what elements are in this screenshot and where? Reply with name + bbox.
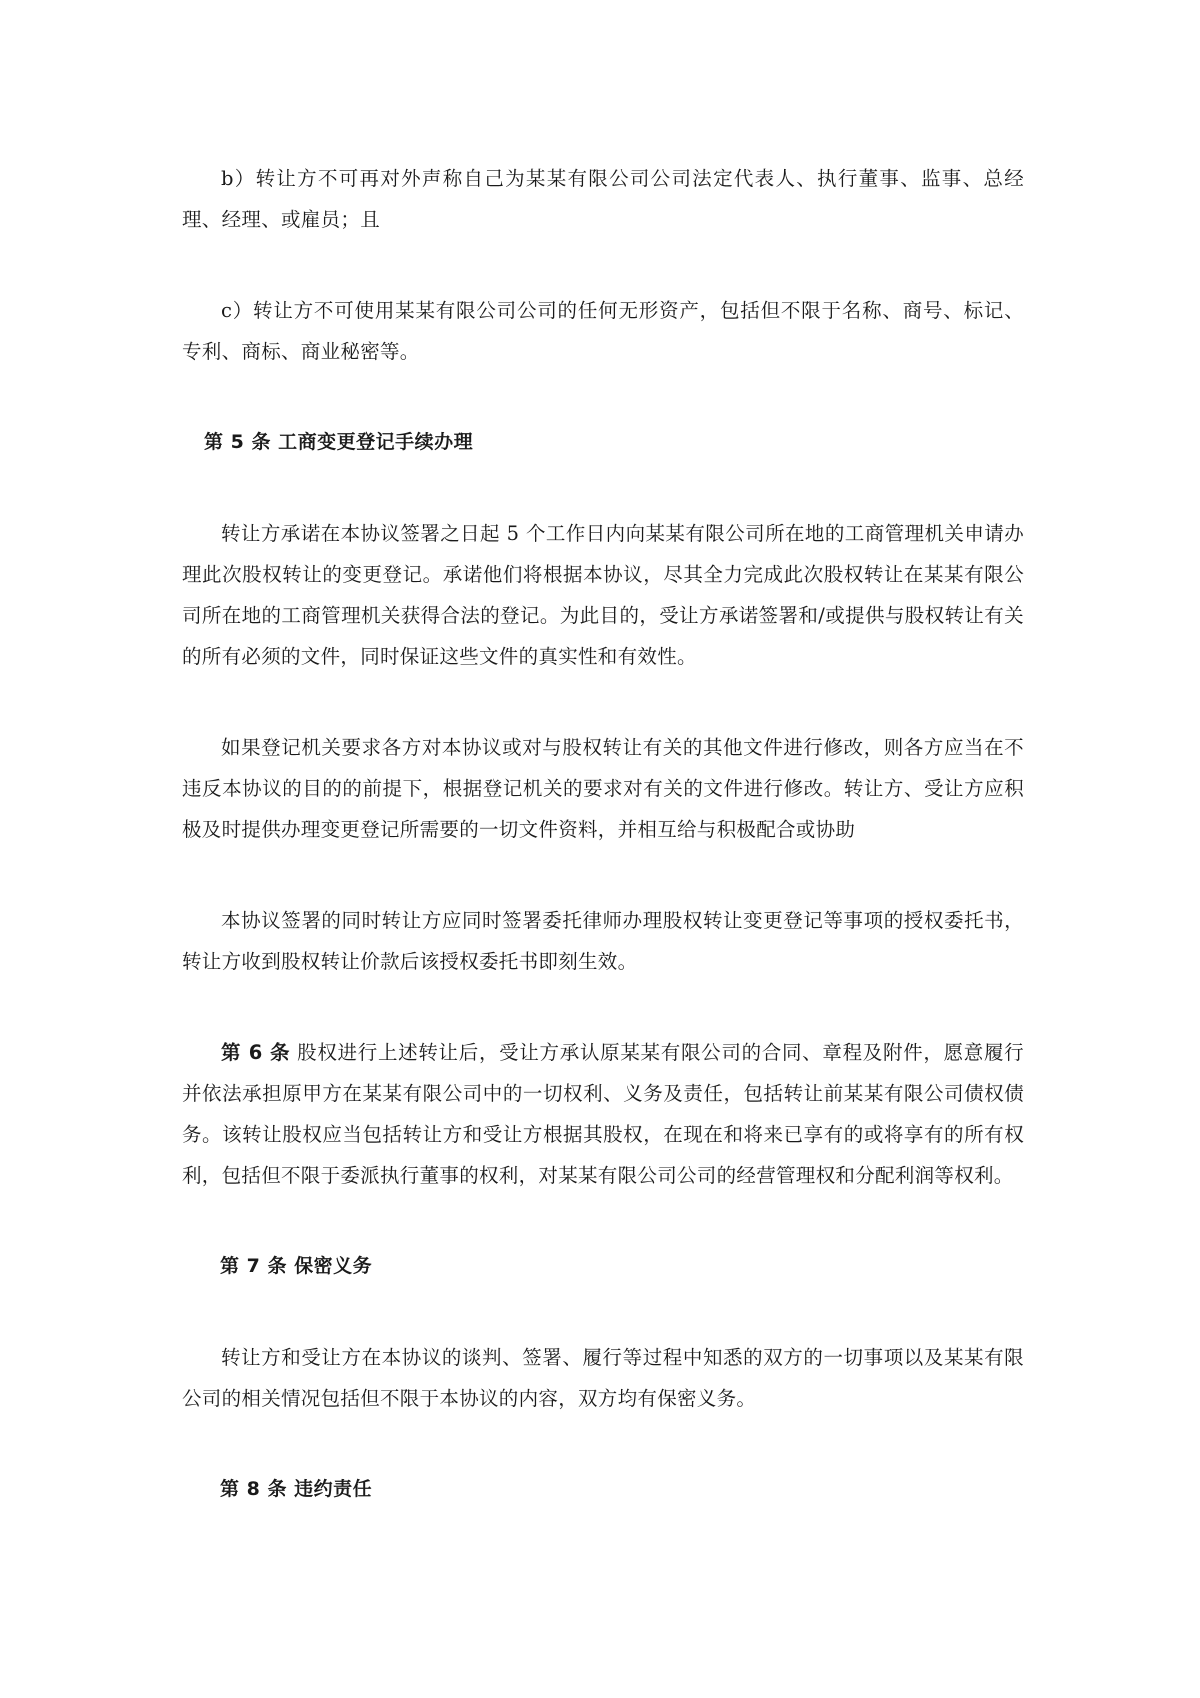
article-5-paragraph-2: 如果登记机关要求各方对本协议或对与股权转让有关的其他文件进行修改，则各方应当在不违反本协议的目的的前提下，根据登记机关的要求对有关的文件进行修改。转让方、受让方应积极及时提供办理变更登记所需要的一切文件资料，并相互给与积极配合或协助 [182, 736, 1024, 841]
article-5-paragraph-3: 本协议签署的同时转让方应同时签署委托律师办理股权转让变更登记等事项的授权委托书，转让方收到股权转让价款后该授权委托书即刻生效。 [182, 909, 1024, 973]
article-6-body: 股权进行上述转让后，受让方承认原某某有限公司的合同、章程及附件，愿意履行并依法承担原甲方在某某有限公司中的一切权利、义务及责任，包括转让前某某有限公司债权债务。该转让股权应当包括转让方和受让方根据其股权，在现在和将来已享有的或将享有的所有权利，包括但不限于委派执行董事的权利，对某某有限公司公司的经营管理权和分配利润等权利。 [182, 1041, 1024, 1187]
article-8-heading: 第 8 条 违约责任 [220, 1478, 373, 1500]
article-6-label: 第 6 条 [221, 1041, 291, 1064]
clause-c-paragraph: c）转让方不可使用某某有限公司公司的任何无形资产，包括但不限于名称、商号、标记、专利、商标、商业秘密等。 [182, 299, 1024, 363]
article-5-paragraph-1: 转让方承诺在本协议签署之日起 5 个工作日内向某某有限公司所在地的工商管理机关申请办理此次股权转让的变更登记。承诺他们将根据本协议，尽其全力完成此次股权转让在某某有限公司所在地的工商管理机关获得合法的登记。为此目的，受让方承诺签署和/或提供与股权转让有关的所有必须的文件，同时保证这些文件的真实性和有效性。 [182, 522, 1024, 668]
article-6-paragraph [182, 1032, 1024, 1196]
article-5-heading: 第 5 条 工商变更登记手续办理 [204, 431, 474, 453]
document-body [182, 158, 1024, 1560]
clause-b-paragraph: b）转让方不可再对外声称自己为某某有限公司公司法定代表人、执行董事、监事、总经理、经理、或雇员；且 [182, 167, 1024, 231]
article-7-paragraph: 转让方和受让方在本协议的谈判、签署、履行等过程中知悉的双方的一切事项以及某某有限公司的相关情况包括但不限于本协议的内容，双方均有保密义务。 [182, 1346, 1024, 1410]
article-7-heading: 第 7 条 保密义务 [220, 1255, 373, 1277]
